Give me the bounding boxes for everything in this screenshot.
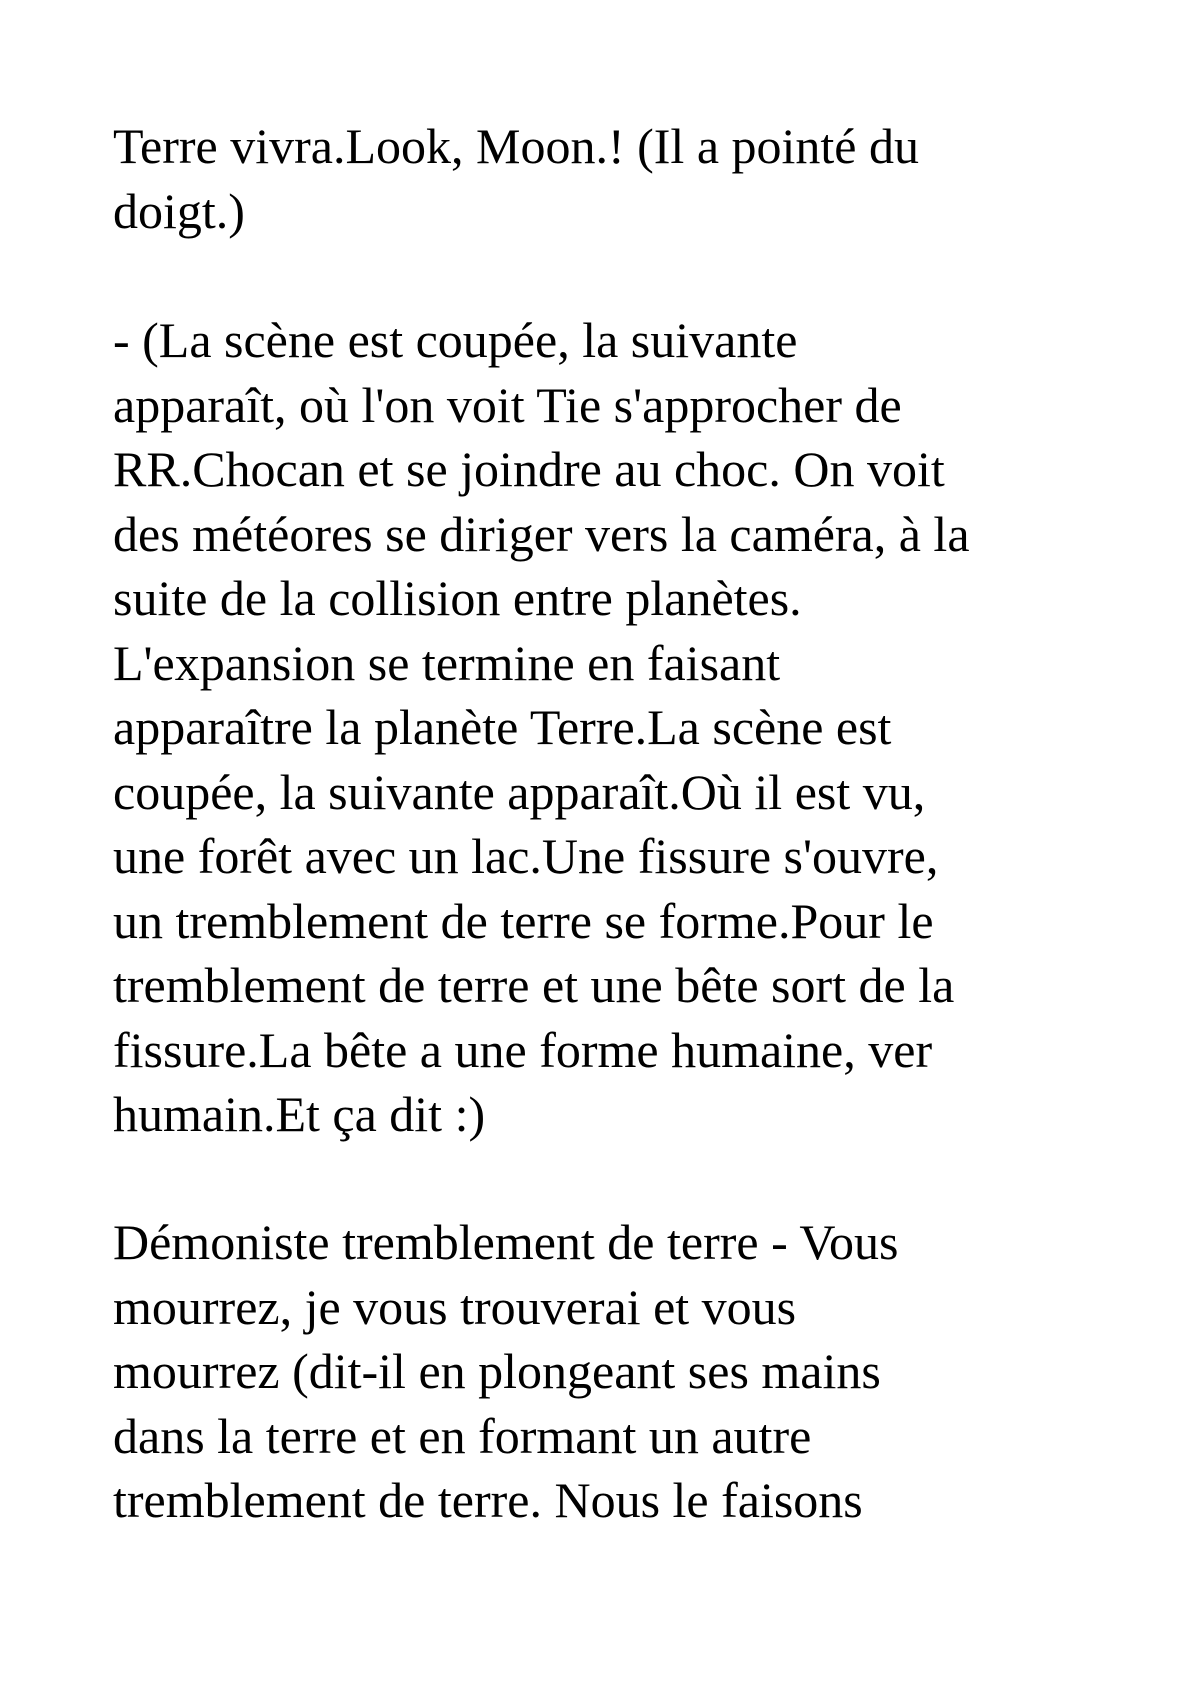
text-line: des météores se diriger vers la caméra, à la	[113, 505, 970, 562]
text-line: une forêt avec un lac.Une fissure s'ouvre,	[113, 828, 939, 884]
text-line: apparaître la planète Terre.La scène est	[113, 699, 892, 755]
text-line: suite de la collision entre planètes.	[113, 570, 802, 626]
paragraph-1	[113, 114, 1113, 243]
text-line: coupée, la suivante apparaît.Où il est vu,	[113, 763, 926, 820]
text-line: Démoniste tremblement de terre - Vous	[113, 1214, 899, 1270]
text-line: apparaît, où l'on voit Tie s'approcher de	[113, 376, 902, 433]
paragraph-3	[113, 1210, 1113, 1533]
text-line: RR.Chocan et se joindre au choc. On voit	[113, 441, 945, 497]
text-line: tremblement de terre et une bête sort de la	[113, 957, 955, 1013]
text-line: tremblement de terre. Nous le faisons	[113, 1472, 863, 1528]
text-line: un tremblement de terre se forme.Pour le	[113, 892, 934, 949]
text-line: fissure.La bête a une forme humaine, ver	[113, 1021, 933, 1078]
text-line: humain.Et ça dit :)	[113, 1086, 486, 1142]
paragraph-2	[113, 308, 1113, 1147]
text-line: dans la terre et en formant un autre	[113, 1407, 812, 1464]
text-line: L'expansion se termine en faisant	[113, 634, 781, 691]
text-line: mourrez, je vous trouverai et vous	[113, 1278, 797, 1335]
text-line: doigt.)	[113, 182, 245, 239]
text-line: - (La scène est coupée, la suivante	[113, 312, 798, 368]
text-line: Terre vivra.Look, Moon.! (Il a pointé du	[113, 118, 919, 174]
text-line: mourrez (dit-il en plongeant ses mains	[113, 1343, 881, 1399]
